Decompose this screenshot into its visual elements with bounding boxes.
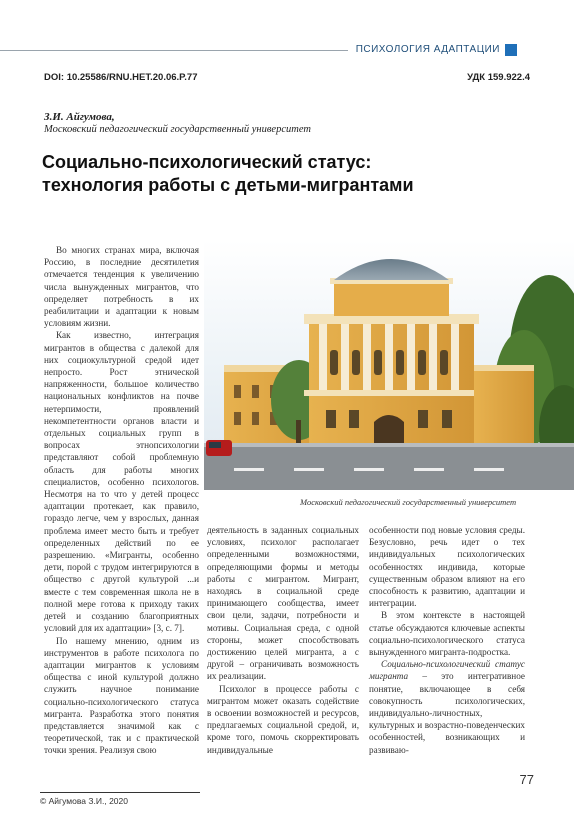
photo-caption: Московский педагогический государственный университет bbox=[300, 497, 517, 507]
article-title bbox=[42, 151, 532, 197]
paragraph: Как известно, интеграция мигрантов в общества с далекой для них социокультурной средой идет непросто. Рост этнической напряженности, большое количество национальных конфликтов на почве нетерпимости, проявлений некомпетентности органов власти и отдельных социальных групп в вопросах этнопсихологии представляют собой проблемную область для работы многих специалистов, особенно психологов. Несмотря на то что у детей процесс адаптации протекает, как правило, гораздо легче, чем у взрослых, данная проблема имеет место быть и требует определенных действий по ее разрешению. «Мигранты, особенно дети, порой с трудом интегрируются в общество с другой культурой ...и вместе с тем современная школа не в полной мере готова к приходу таких детей и созданию благоприятных условий для их адаптации» [3, с. 7]. bbox=[44, 330, 199, 634]
paragraph: В этом контексте в настоящей статье обсуждаются ключевые аспекты социально-психологического статуса вынужденного мигранта-подростка. bbox=[369, 610, 525, 658]
udk: УДК 159.922.4 bbox=[467, 72, 530, 83]
text-column-1 bbox=[44, 244, 199, 757]
university-building-image bbox=[204, 240, 574, 490]
title-line-1: Социально-психологический статус: bbox=[42, 152, 372, 172]
footnote-rule bbox=[40, 792, 200, 793]
paragraph: особенности под новые условия среды. Безусловно, речь идет о тех индивидуальных психологических особенностях индивида, которые существенным образом влияют на его способность к развитию, адаптации и интеграции. bbox=[369, 525, 525, 609]
university-photo bbox=[204, 240, 574, 490]
paragraph: Социально-психологический статус мигранта – это интегративное понятие, включающее в себя совокупность психологических, индивидуально-личностных, культурных и возрастно-поведенческих особенностей, возникающих и развиваю- bbox=[369, 659, 525, 755]
term-emphasis: Социально-психологический статус мигранта bbox=[369, 659, 525, 682]
section-title: ПСИХОЛОГИЯ АДАПТАЦИИ bbox=[348, 44, 500, 55]
author-name: З.И. Айгумова, bbox=[44, 111, 115, 123]
author-affiliation: Московский педагогический государственный университет bbox=[44, 124, 311, 135]
paragraph: Психолог в процессе работы с мигрантом может оказать содействие в освоении возможностей и ресурсов, предлагаемых социальной средой, и, кроме того, помочь скорректировать индивидуальные bbox=[207, 683, 359, 755]
paragraph: Во многих странах мира, включая Россию, в последние десятилетия отмечается тенденция к увеличению числа вынужденных мигрантов, что определяет потребность в их реабилитации и адаптации к новым условиям жизни. bbox=[44, 245, 199, 329]
paragraph: деятельность в заданных социальных условиях, психолог располагает определенными возможностями, определяющими формы и методы работы с мигрантом. Мигрант, находясь в социальной среде принимающего сообщества, имеет свои цели, задачи, потребности и мотивы. Социальная среда, с одной стороны, может способствовать достижению целей мигранта, а с другой – ограничивать возможность их реализации. bbox=[207, 525, 359, 682]
section-marker bbox=[505, 44, 517, 56]
text-column-2 bbox=[207, 524, 359, 756]
copyright: © Айгумова З.И., 2020 bbox=[40, 796, 128, 806]
page-number: 77 bbox=[519, 772, 534, 787]
title-line-2: технология работы с детьми-мигрантами bbox=[42, 175, 414, 195]
paragraph: По нашему мнению, одним из инструментов в работе психолога по адаптации мигрантов к условиям общества с иной культурой должно служить научное понимание социально-психологического статуса мигранта. Разработка этого понятия представляется значимой как с теоретической, так и с практической точки зрения. Реализуя свою bbox=[44, 635, 199, 756]
text-column-3 bbox=[369, 524, 525, 756]
doi: DOI: 10.25586/RNU.HET.20.06.P.77 bbox=[44, 72, 198, 83]
